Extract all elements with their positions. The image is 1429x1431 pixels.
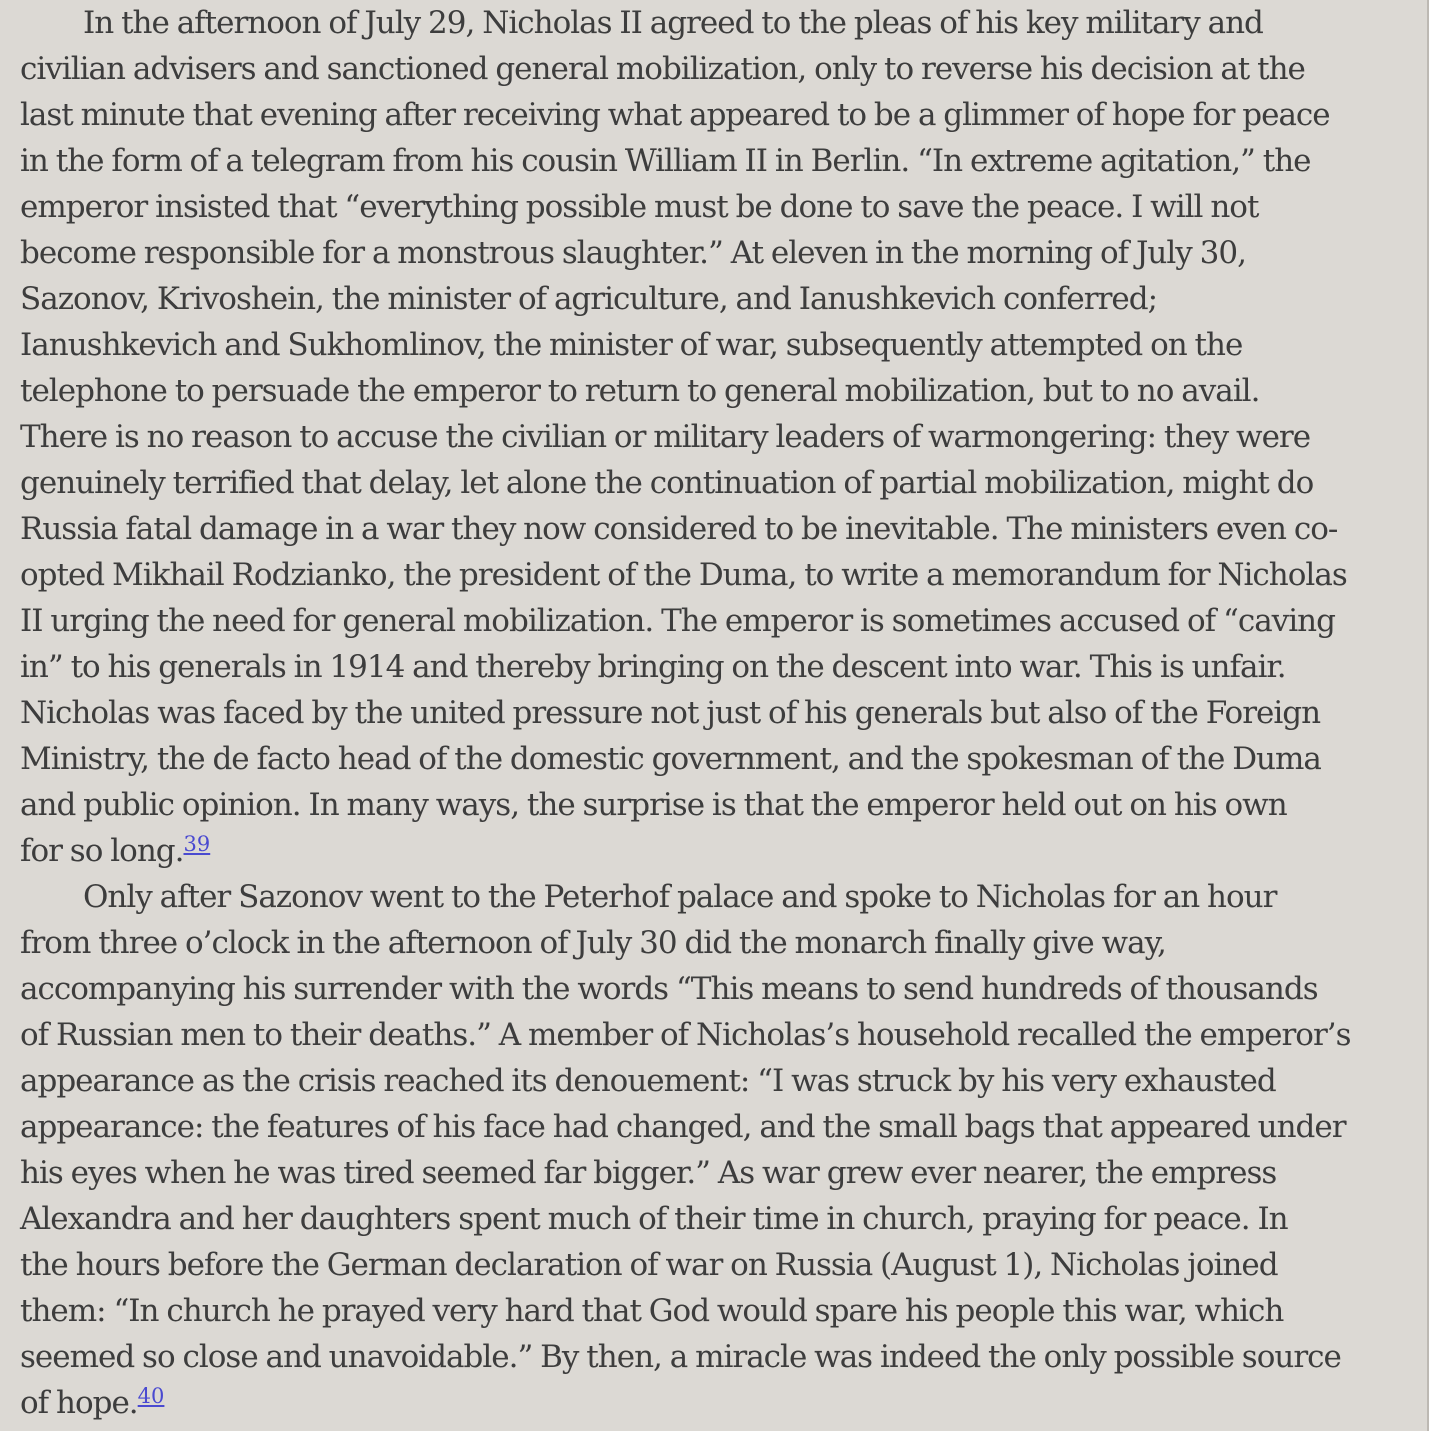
- text-line: Ianushkevich and Sukhomlinov, the minister of war, subsequently attempted on the: [20, 327, 1243, 363]
- text-line: Nicholas was faced by the united pressure not just of his generals but also of the Foreign: [20, 695, 1321, 731]
- text-line: of Russian men to their deaths.” A member of Nicholas’s household recalled the emperor’s: [20, 1017, 1351, 1053]
- reading-page: [20, 0, 1400, 1426]
- text-line: appearance as the crisis reached its denouement: “I was struck by his very exhausted: [20, 1063, 1276, 1099]
- text-line: opted Mikhail Rodzianko, the president of the Duma, to write a memorandum for Nicholas: [20, 557, 1347, 593]
- text-line: II urging the need for general mobilization. The emperor is sometimes accused of “caving: [20, 603, 1335, 639]
- text-line-last: [20, 1380, 1400, 1426]
- text-line: seemed so close and unavoidable.” By then, a miracle was indeed the only possible source: [20, 1339, 1341, 1375]
- text-line: in” to his generals in 1914 and thereby bringing on the descent into war. This is unfair.: [20, 649, 1286, 685]
- text-line: In the afternoon of July 29, Nicholas II agreed to the pleas of his key military and: [83, 5, 1263, 41]
- text-line: them: “In church he prayed very hard that God would spare his people this war, which: [20, 1293, 1284, 1329]
- text-line: Russia fatal damage in a war they now considered to be inevitable. The ministers even co-: [20, 511, 1338, 547]
- text-line: genuinely terrified that delay, let alone the continuation of partial mobilization, might do: [20, 465, 1314, 501]
- text-line-content: for so long.: [20, 833, 184, 869]
- text-line: telephone to persuade the emperor to return to general mobilization, but to no avail.: [20, 373, 1260, 409]
- text-line: his eyes when he was tired seemed far bigger.” As war grew ever nearer, the empress: [20, 1155, 1277, 1191]
- text-line: Alexandra and her daughters spent much of their time in church, praying for peace. In: [20, 1201, 1288, 1237]
- text-line: the hours before the German declaration of war on Russia (August 1), Nicholas joined: [20, 1247, 1278, 1283]
- paragraph-2: [20, 874, 1400, 1426]
- text-line: Only after Sazonov went to the Peterhof palace and spoke to Nicholas for an hour: [83, 879, 1277, 915]
- paragraph-1: [20, 0, 1400, 874]
- text-line: appearance: the features of his face had changed, and the small bags that appeared under: [20, 1109, 1346, 1145]
- text-line-last: [20, 828, 1400, 874]
- text-line: accompanying his surrender with the words “This means to send hundreds of thousands: [20, 971, 1318, 1007]
- text-line-content: of hope.: [20, 1385, 138, 1421]
- text-line: become responsible for a monstrous slaughter.” At eleven in the morning of July 30,: [20, 235, 1246, 271]
- footnote-link-39[interactable]: 39: [183, 832, 211, 856]
- text-line: There is no reason to accuse the civilian or military leaders of warmongering: they were: [20, 419, 1311, 455]
- footnote-link-40[interactable]: 40: [137, 1384, 165, 1408]
- text-line: emperor insisted that “everything possible must be done to save the peace. I will not: [20, 189, 1259, 225]
- text-line: civilian advisers and sanctioned general mobilization, only to reverse his decision at the: [20, 51, 1305, 87]
- text-line: and public opinion. In many ways, the surprise is that the emperor held out on his own: [20, 787, 1287, 823]
- text-line: Sazonov, Krivoshein, the minister of agriculture, and Ianushkevich conferred;: [20, 281, 1158, 317]
- text-line: in the form of a telegram from his cousin William II in Berlin. “In extreme agitation,” the: [20, 143, 1311, 179]
- text-line: Ministry, the de facto head of the domestic government, and the spokesman of the Duma: [20, 741, 1321, 777]
- text-line: last minute that evening after receiving what appeared to be a glimmer of hope for peace: [20, 97, 1330, 133]
- text-line: from three o’clock in the afternoon of July 30 did the monarch finally give way,: [20, 925, 1166, 961]
